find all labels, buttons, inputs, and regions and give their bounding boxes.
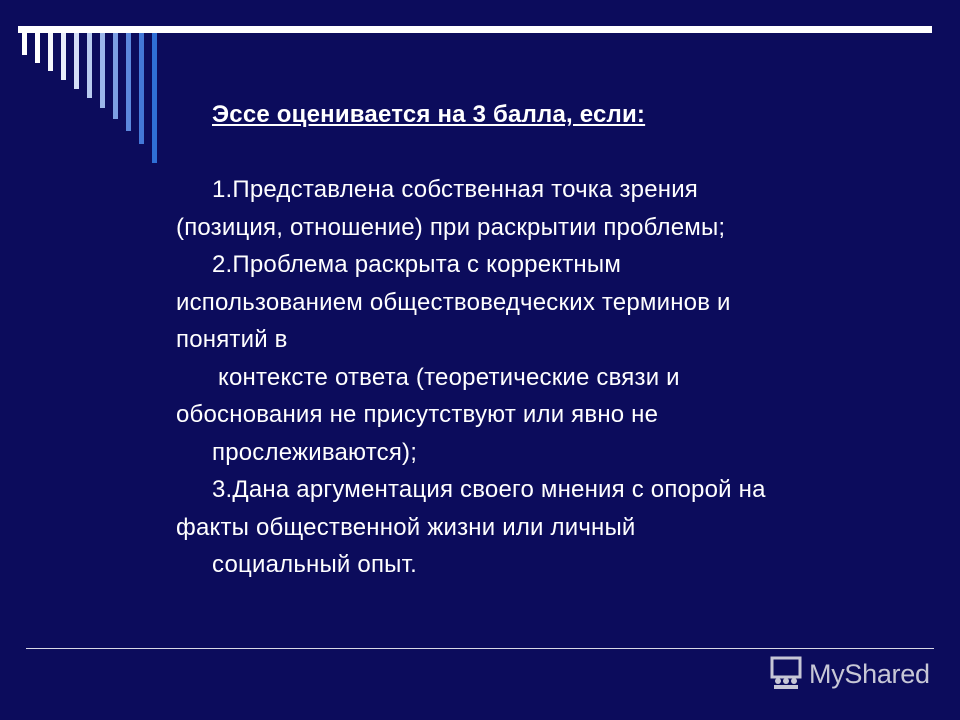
criterion-line: обоснования не присутствуют или явно не [176, 401, 659, 428]
criterion-line: понятий в [176, 326, 288, 353]
top-bar [18, 26, 932, 33]
stripe [100, 33, 105, 108]
criterion-line: использованием обществоведческих терминов и [176, 288, 731, 316]
stripe [139, 33, 144, 144]
criterion-line: факты общественной жизни или личный [176, 513, 636, 541]
stripe [61, 33, 66, 80]
stripe [87, 33, 92, 98]
stripe [113, 33, 118, 119]
watermark-logo [768, 652, 930, 696]
slide-content [176, 96, 946, 584]
criterion-line: контексте ответа (теоретические связи и [218, 363, 680, 391]
stripe [126, 33, 131, 131]
criterion-line: 1.Представлена собственная точка зрения [212, 176, 699, 203]
stripe [35, 33, 40, 63]
criterion-line: социальный опыт. [212, 551, 417, 578]
criterion-line: прослеживаются); [212, 438, 418, 466]
criterion-line: (позиция, отношение) при раскрытии проблемы; [176, 213, 726, 241]
bottom-divider [26, 648, 934, 649]
stripe [48, 33, 53, 71]
criterion-line: 2.Проблема раскрыта с корректным [212, 251, 622, 278]
stripe [74, 33, 79, 89]
stripe [22, 33, 27, 55]
stripe [152, 33, 157, 163]
classroom-icon [768, 654, 804, 695]
slide-heading: Эссе оценивается на 3 балла, если: [212, 101, 646, 128]
watermark-text: MyShared [809, 658, 930, 689]
spacer [176, 134, 946, 172]
criterion-line: 3.Дана аргументация своего мнения с опорой на [212, 476, 766, 503]
